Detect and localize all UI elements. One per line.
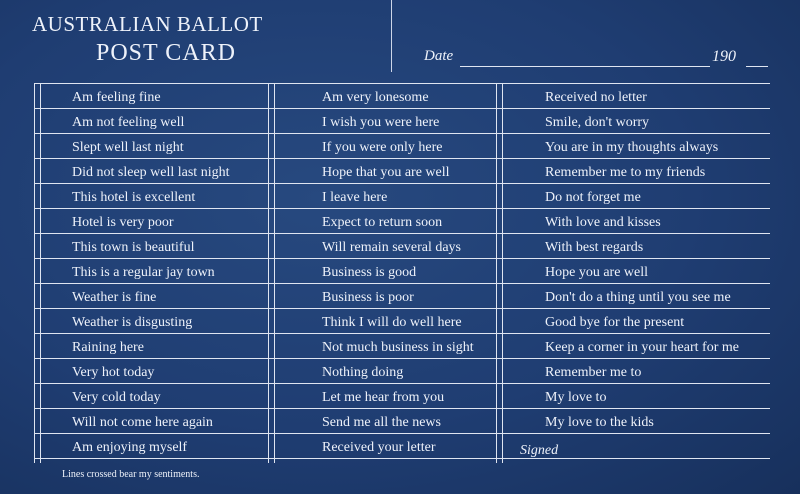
sentiment-option[interactable]: My love to [545, 390, 607, 405]
grid-column-rule [40, 83, 41, 463]
sentiment-option[interactable]: Did not sleep well last night [72, 165, 230, 180]
sentiment-option[interactable]: Keep a corner in your heart for me [545, 340, 739, 355]
signed-label: Signed [520, 443, 559, 458]
sentiment-grid [34, 83, 770, 463]
sentiment-option[interactable]: This town is beautiful [72, 240, 195, 255]
sentiment-option[interactable]: This is a regular jay town [72, 265, 215, 280]
card-subtitle: POST CARD [96, 40, 236, 66]
sentiment-option[interactable]: Weather is disgusting [72, 315, 193, 330]
sentiment-option[interactable]: I wish you were here [322, 115, 440, 130]
sentiment-option[interactable]: Weather is fine [72, 290, 157, 305]
year-prefix: 190 [712, 48, 736, 65]
sentiment-option[interactable]: Hotel is very poor [72, 215, 174, 230]
sentiment-option[interactable]: Send me all the news [322, 415, 441, 430]
sentiment-option[interactable]: I leave here [322, 190, 388, 205]
sentiment-option[interactable]: Do not forget me [545, 190, 641, 205]
grid-column-rule [268, 83, 269, 463]
grid-column-rule [496, 83, 497, 463]
sentiment-option[interactable]: Nothing doing [322, 365, 404, 380]
footer-note: Lines crossed bear my sentiments. [62, 469, 200, 480]
sentiment-option[interactable]: With best regards [545, 240, 644, 255]
date-field-line [460, 66, 710, 67]
card-title: AUSTRALIAN BALLOT [32, 12, 263, 36]
sentiment-option[interactable]: My love to the kids [545, 415, 654, 430]
sentiment-option[interactable]: This hotel is excellent [72, 190, 196, 205]
sentiment-option[interactable]: Hope that you are well [322, 165, 450, 180]
grid-column-rule [274, 83, 275, 463]
sentiment-option[interactable]: You are in my thoughts always [545, 140, 719, 155]
sentiment-option[interactable]: Business is poor [322, 290, 414, 305]
year-field-line [746, 66, 768, 67]
sentiment-option[interactable]: Expect to return soon [322, 215, 443, 230]
sentiment-option[interactable]: Am feeling fine [72, 90, 161, 105]
date-label: Date [424, 48, 454, 64]
sentiment-option[interactable]: Raining here [72, 340, 144, 355]
sentiment-option[interactable]: Don't do a thing until you see me [545, 290, 731, 305]
sentiment-option[interactable]: Hope you are well [545, 265, 649, 280]
sentiment-option[interactable]: Very cold today [72, 390, 161, 405]
grid-column-rule [34, 83, 35, 463]
header-divider [391, 0, 392, 72]
sentiment-option[interactable]: If you were only here [322, 140, 443, 155]
sentiment-option[interactable]: Remember me to [545, 365, 642, 380]
sentiment-option[interactable]: Slept well last night [72, 140, 184, 155]
sentiment-option[interactable]: Let me hear from you [322, 390, 445, 405]
grid-rule [34, 83, 770, 84]
sentiment-option[interactable]: Good bye for the present [545, 315, 685, 330]
sentiment-option[interactable]: Am not feeling well [72, 115, 185, 130]
grid-column-rule [502, 83, 503, 463]
sentiment-option[interactable]: With love and kisses [545, 215, 661, 230]
sentiment-option[interactable]: Will remain several days [322, 240, 461, 255]
sentiment-option[interactable]: Think I will do well here [322, 315, 462, 330]
sentiment-option[interactable]: Will not come here again [72, 415, 213, 430]
sentiment-option[interactable]: Received your letter [322, 440, 436, 455]
sentiment-option[interactable]: Received no letter [545, 90, 647, 105]
sentiment-option[interactable]: Smile, don't worry [545, 115, 650, 130]
sentiment-option[interactable]: Remember me to my friends [545, 165, 706, 180]
sentiment-option[interactable]: Business is good [322, 265, 417, 280]
sentiment-option[interactable]: Am enjoying myself [72, 440, 188, 455]
sentiment-option[interactable]: Not much business in sight [322, 340, 474, 355]
sentiment-option[interactable]: Very hot today [72, 365, 155, 380]
sentiment-option[interactable]: Am very lonesome [322, 90, 429, 105]
